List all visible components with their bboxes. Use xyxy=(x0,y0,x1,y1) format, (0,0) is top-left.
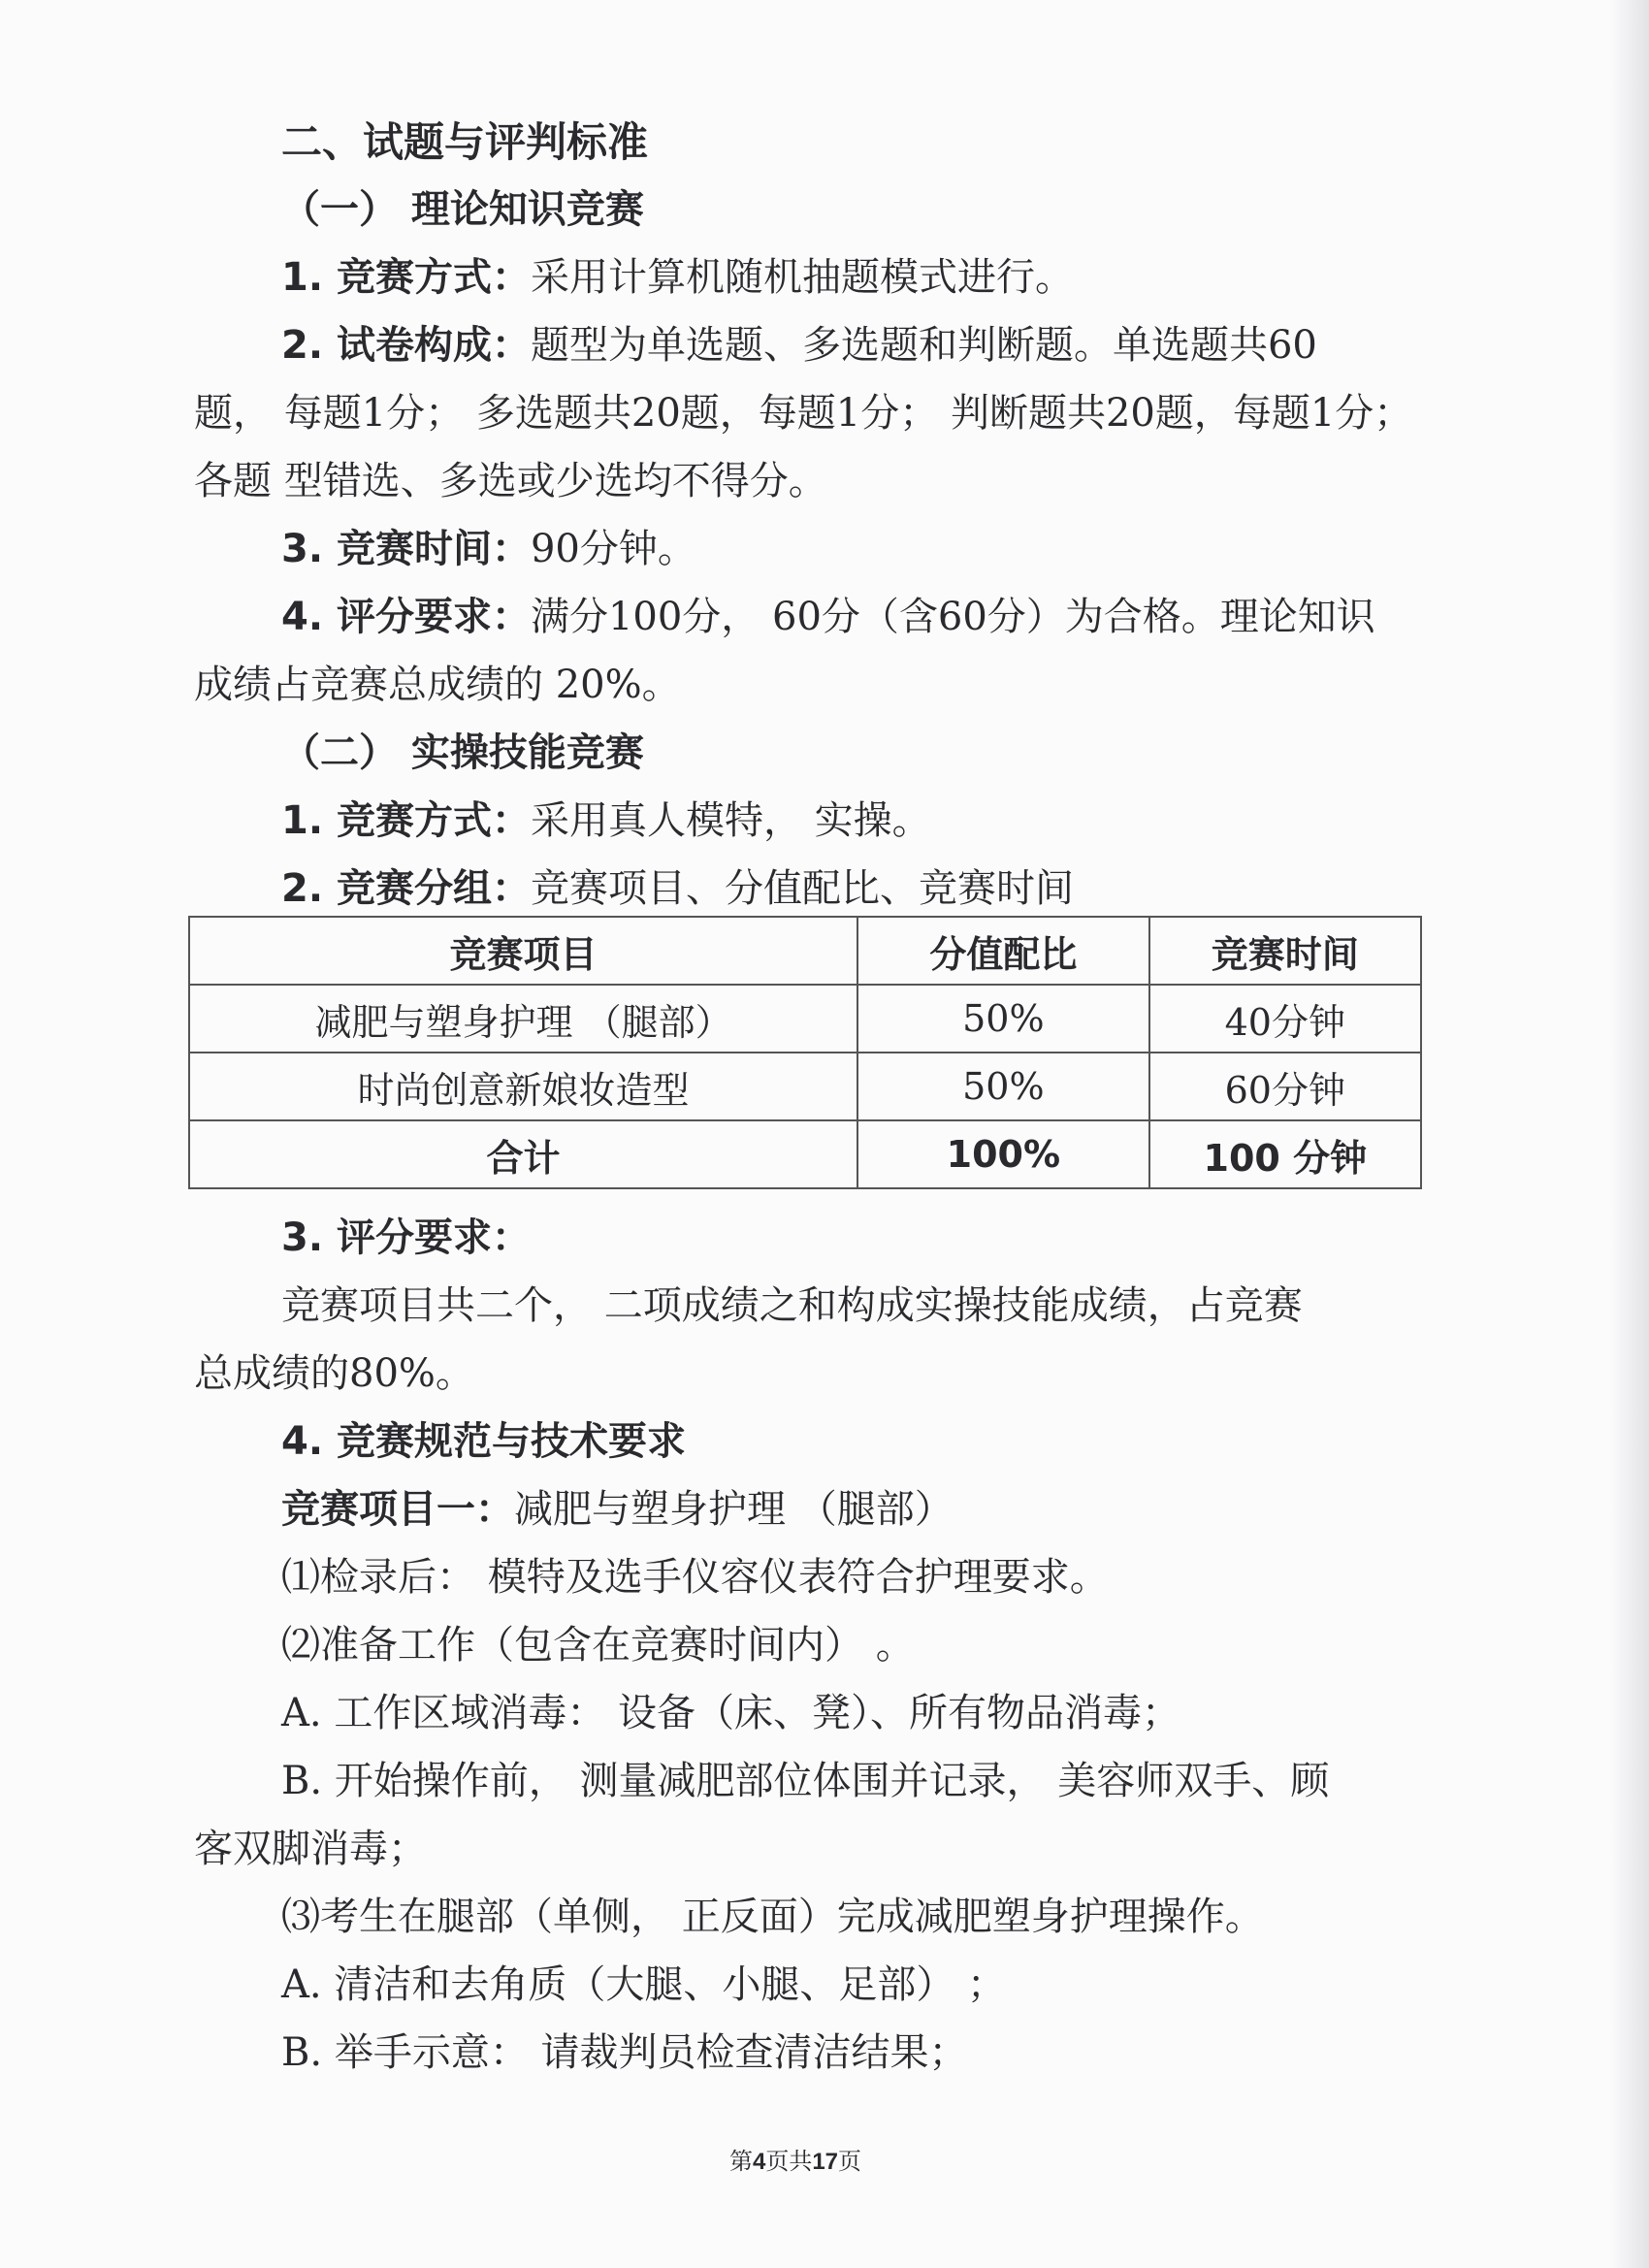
practical-scoring-line-1: 竞赛项目共二个， 二项成绩之和构成实操技能成绩，占竞赛 xyxy=(281,1283,1303,1328)
theory-paper xyxy=(281,323,1317,368)
theory-paper-text: 题型为单选题、多选题和判断题。单选题共60 xyxy=(530,323,1317,368)
theory-time xyxy=(281,527,696,571)
project-one xyxy=(281,1487,954,1532)
step-line: A. 工作区域消毒： 设备（床、凳）、所有物品消毒； xyxy=(281,1691,1181,1735)
practical-scoring-heading xyxy=(281,1215,531,1260)
scan-edge-shadow xyxy=(1610,0,1649,2268)
competition-table xyxy=(188,916,1422,1189)
step-line: 客双脚消毒； xyxy=(194,1827,427,1871)
table-total-row xyxy=(189,1120,1421,1188)
table-cell: 60分钟 xyxy=(1149,1053,1421,1120)
footer-total-pages: 17 xyxy=(812,2149,839,2175)
practical-group-label: 2. 竞赛分组： xyxy=(281,866,531,911)
theory-time-text: 90分钟。 xyxy=(530,527,696,571)
practical-group xyxy=(281,866,1074,911)
theory-method-label: 1. 竞赛方式： xyxy=(281,255,531,300)
step-line: ⑴检录后： 模特及选手仪容仪表符合护理要求。 xyxy=(281,1555,1109,1600)
theory-scoring-cont: 成绩占竞赛总成绩的 20%。 xyxy=(194,663,681,707)
footer-pre: 第 xyxy=(728,2150,753,2175)
table-cell: 100% xyxy=(857,1120,1149,1188)
practical-scoring-label: 3. 评分要求： xyxy=(281,1215,531,1260)
step-line: B. 举手示意： 请裁判员检查清洁结果； xyxy=(281,2030,968,2075)
table-cell: 合计 xyxy=(189,1120,857,1188)
practical-group-text: 竞赛项目、分值配比、竞赛时间 xyxy=(530,866,1074,911)
footer-mid: 页共 xyxy=(765,2150,813,2175)
project-one-text: 减肥与塑身护理 （腿部） xyxy=(514,1487,954,1532)
table-header-row xyxy=(189,917,1421,985)
theory-method-text: 采用计算机随机抽题模式进行。 xyxy=(530,255,1074,300)
table-cell: 50% xyxy=(857,1053,1149,1120)
footer-post: 页 xyxy=(838,2150,862,2175)
spec-heading xyxy=(281,1419,686,1464)
table-cell: 50% xyxy=(857,985,1149,1053)
project-one-label: 竞赛项目一： xyxy=(281,1487,514,1532)
theory-scoring xyxy=(281,595,1375,639)
table-cell: 100 分钟 xyxy=(1149,1120,1421,1188)
footer-page-number: 4 xyxy=(752,2149,766,2175)
theory-method xyxy=(281,255,1074,300)
theory-scoring-text: 满分100分， 60分（含60分）为合格。理论知识 xyxy=(530,595,1375,639)
table-cell: 减肥与塑身护理 （腿部） xyxy=(189,985,857,1053)
section-title: 二、试题与评判标准 xyxy=(281,118,649,166)
theory-scoring-label: 4. 评分要求： xyxy=(281,595,531,639)
practical-method-text: 采用真人模特， 实操。 xyxy=(530,798,931,843)
spec-title: 4. 竞赛规范与技术要求 xyxy=(281,1419,686,1464)
table-cell: 时尚创意新娘妆造型 xyxy=(189,1053,857,1120)
theory-paper-cont-1: 题， 每题1分； 多选题共20题，每题1分； 判断题共20题，每题1分； xyxy=(194,391,1413,436)
theory-paper-label: 2. 试卷构成： xyxy=(281,323,531,368)
table-header-cell: 竞赛项目 xyxy=(189,917,857,985)
step-line: A. 清洁和去角质（大腿、小腿、足部） ； xyxy=(281,1962,1007,2007)
step-line: B. 开始操作前， 测量减肥部位体围并记录， 美容师双手、顾 xyxy=(281,1759,1330,1803)
practical-scoring-line-2: 总成绩的80%。 xyxy=(194,1351,474,1396)
table-row xyxy=(189,1053,1421,1120)
table-cell: 40分钟 xyxy=(1149,985,1421,1053)
practical-method xyxy=(281,798,931,843)
theory-time-label: 3. 竞赛时间： xyxy=(281,527,531,571)
step-line: ⑵准备工作（包含在竞赛时间内） 。 xyxy=(281,1623,915,1668)
table-row xyxy=(189,985,1421,1053)
table-header-cell: 竞赛时间 xyxy=(1149,917,1421,985)
step-line: ⑶考生在腿部（单侧， 正反面）完成减肥塑身护理操作。 xyxy=(281,1895,1264,1939)
page-footer xyxy=(0,2142,1591,2176)
theory-paper-cont-2: 各题 型错选、多选或少选均不得分。 xyxy=(194,459,827,503)
practical-method-label: 1. 竞赛方式： xyxy=(281,798,531,843)
table-header-cell: 分值配比 xyxy=(857,917,1149,985)
practical-heading: （二） 实操技能竞赛 xyxy=(281,730,644,775)
theory-heading: （一） 理论知识竞赛 xyxy=(281,187,644,232)
